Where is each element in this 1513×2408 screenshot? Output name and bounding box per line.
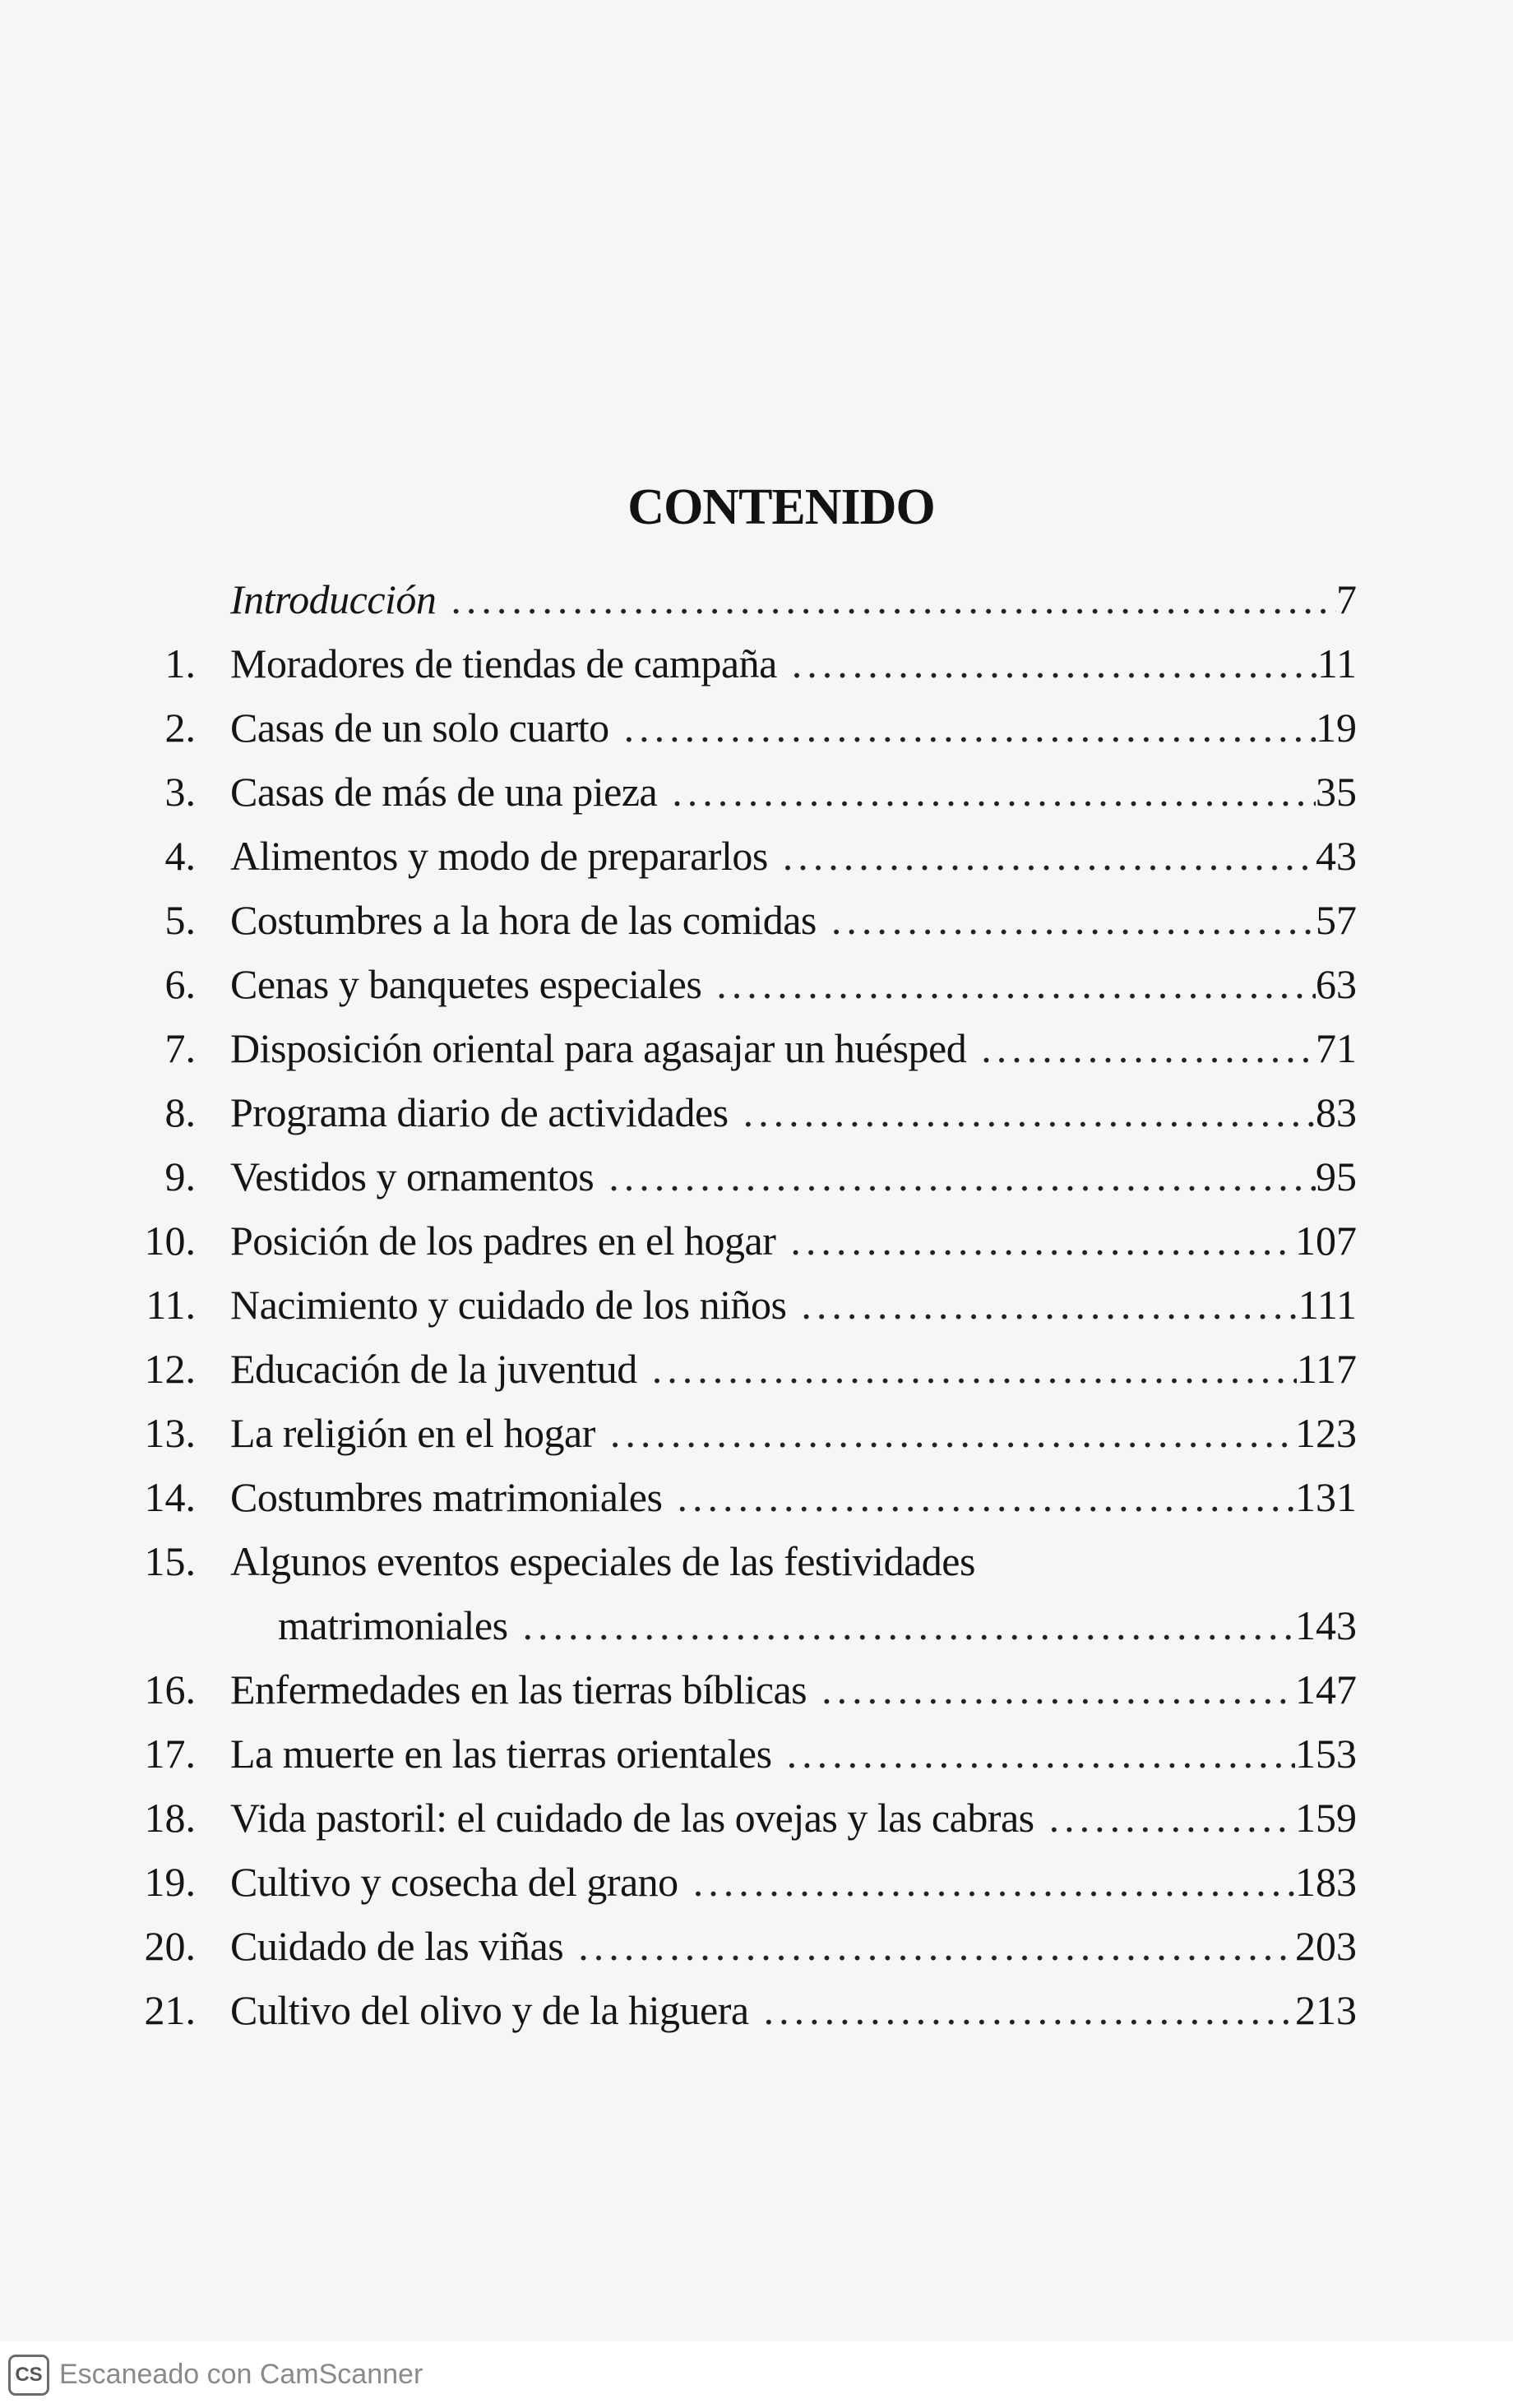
toc-entry-number: 20.	[144, 1923, 196, 1969]
dot-leader	[729, 1080, 1316, 1144]
toc-page-number: 111	[1298, 1282, 1357, 1328]
toc-entry-line	[230, 1978, 1357, 2042]
toc-entry-title: Moradores de tiendas de campaña	[230, 640, 777, 686]
toc-entry-title: Programa diario de actividades	[230, 1089, 729, 1135]
toc-entry	[132, 1657, 1357, 1722]
toc-entry-line	[230, 631, 1357, 696]
dot-leader	[595, 1401, 1295, 1465]
toc-entry-number: 4.	[164, 833, 196, 879]
dot-leader	[637, 1337, 1297, 1401]
toc-entry-number: 17.	[144, 1731, 196, 1777]
dot-leader	[772, 1722, 1295, 1786]
toc-entry-title: Cultivo y cosecha del grano	[230, 1859, 678, 1905]
dot-leader	[436, 567, 1336, 631]
toc-entry	[132, 824, 1357, 888]
toc-entry	[132, 1722, 1357, 1786]
toc-entry-number: 8.	[164, 1089, 196, 1135]
toc-entry-line	[230, 760, 1357, 824]
toc-entry-line-first	[230, 1529, 975, 1593]
dot-leader	[1034, 1786, 1295, 1850]
toc-entry-title: Cenas y banquetes especiales	[230, 961, 702, 1007]
toc-entry-title: Casas de un solo cuarto	[230, 705, 609, 751]
toc-entry-number: 10.	[144, 1218, 196, 1264]
toc-entry-title: La religión en el hogar	[230, 1410, 595, 1456]
toc-entry-line	[230, 696, 1357, 760]
toc-entry-title: Alimentos y modo de prepararlos	[230, 833, 768, 879]
toc-entry-line	[230, 1273, 1357, 1337]
dot-leader	[817, 888, 1316, 952]
toc-page-number: 95	[1316, 1153, 1357, 1199]
toc-entry-line	[230, 1850, 1357, 1914]
toc-entry	[132, 1786, 1357, 1850]
toc-entry-title-continued: matrimoniales	[278, 1602, 508, 1648]
dot-leader	[786, 1273, 1298, 1337]
toc-entry	[132, 1337, 1357, 1401]
toc-entry-title: Educación de la juventud	[230, 1346, 637, 1392]
toc-page-number: 183	[1295, 1859, 1357, 1905]
toc-entry	[132, 760, 1357, 824]
toc-entry	[132, 888, 1357, 952]
toc-entry-line	[230, 567, 1357, 631]
toc-entry-line	[230, 952, 1357, 1016]
dot-leader	[966, 1016, 1316, 1080]
toc-entry-line	[230, 888, 1357, 952]
toc-entry-title: Introducción	[230, 576, 437, 622]
toc-entry	[132, 1850, 1357, 1914]
toc-entry	[132, 1529, 1357, 1657]
toc-page-number: 213	[1295, 1987, 1357, 2033]
toc-page-number: 83	[1316, 1089, 1357, 1135]
toc-entry-title: Disposición oriental para agasajar un huésped	[230, 1025, 967, 1071]
toc-entry-number: 21.	[144, 1987, 196, 2033]
toc-entry-line	[230, 1144, 1357, 1209]
toc-entry-title: Posición de los padres en el hogar	[230, 1218, 776, 1264]
toc-entry-number: 6.	[164, 961, 196, 1007]
toc-page-number: 203	[1295, 1923, 1357, 1969]
toc-entry-title: Vestidos y ornamentos	[230, 1153, 595, 1199]
dot-leader	[657, 760, 1316, 824]
toc-page-number: 159	[1295, 1795, 1357, 1841]
toc-page-number: 117	[1296, 1346, 1357, 1392]
toc-entry-number: 15.	[144, 1538, 196, 1584]
toc-entry-title: Nacimiento y cuidado de los niños	[230, 1282, 787, 1328]
toc-entry-line	[230, 1465, 1357, 1529]
toc-entry-title: Costumbres a la hora de las comidas	[230, 897, 817, 943]
toc-entry	[132, 1209, 1357, 1273]
scanner-watermark-bar	[0, 2341, 1513, 2408]
toc-entry-line	[278, 1593, 1357, 1657]
toc-page-number: 71	[1316, 1025, 1357, 1071]
dot-leader	[563, 1914, 1295, 1978]
toc-page-number: 57	[1316, 897, 1357, 943]
toc-entry-title: La muerte en las tierras orientales	[230, 1731, 772, 1777]
toc-page-number: 123	[1295, 1410, 1357, 1456]
toc-entry-title: Algunos eventos especiales de las festividades	[230, 1538, 975, 1584]
toc-entry	[132, 1465, 1357, 1529]
toc-entry-number: 14.	[144, 1474, 196, 1520]
toc-page-number: 11	[1316, 640, 1357, 686]
toc-page-number: 43	[1316, 833, 1357, 879]
dot-leader	[678, 1850, 1295, 1914]
toc-entry	[132, 1016, 1357, 1080]
dot-leader	[768, 824, 1316, 888]
toc-entry-line	[230, 1209, 1357, 1273]
toc-entry-number: 19.	[144, 1859, 196, 1905]
toc-entry-number: 11.	[146, 1282, 196, 1328]
toc-page-number: 143	[1295, 1602, 1357, 1648]
toc-entry-line	[230, 1914, 1357, 1978]
toc-entry-title: Cultivo del olivo y de la higuera	[230, 1987, 749, 2033]
dot-leader	[508, 1593, 1295, 1657]
toc-entry-number: 18.	[144, 1795, 196, 1841]
toc-entry-title: Casas de más de una pieza	[230, 769, 658, 815]
toc-entry	[132, 1273, 1357, 1337]
toc-page-number: 153	[1295, 1731, 1357, 1777]
toc-page-number: 147	[1295, 1666, 1357, 1712]
toc-entry	[132, 1144, 1357, 1209]
toc-entry-line	[230, 1016, 1357, 1080]
camscanner-logo-icon: CS	[8, 2355, 49, 2396]
toc-entry	[132, 1401, 1357, 1465]
toc-page-number: 35	[1316, 769, 1357, 815]
dot-leader	[775, 1209, 1295, 1273]
dot-leader	[594, 1144, 1316, 1209]
toc-entry-title: Cuidado de las viñas	[230, 1923, 564, 1969]
toc-entry-title: Enfermedades en las tierras bíblicas	[230, 1666, 807, 1712]
toc-entry-line	[230, 824, 1357, 888]
table-of-contents	[132, 567, 1357, 2042]
toc-entry-number: 9.	[164, 1153, 196, 1199]
page-title: CONTENIDO	[627, 479, 935, 535]
toc-entry-number: 12.	[144, 1346, 196, 1392]
toc-page-number: 131	[1295, 1474, 1357, 1520]
toc-entry-line	[230, 1080, 1357, 1144]
toc-entry	[132, 567, 1357, 631]
toc-entry-number: 5.	[164, 897, 196, 943]
toc-entry-number: 1.	[164, 640, 196, 686]
dot-leader	[609, 696, 1316, 760]
toc-entry-number: 7.	[164, 1025, 196, 1071]
toc-entry-line	[230, 1401, 1357, 1465]
toc-entry-line	[230, 1786, 1357, 1850]
toc-entry-title: Costumbres matrimoniales	[230, 1474, 663, 1520]
toc-entry	[132, 952, 1357, 1016]
toc-entry	[132, 696, 1357, 760]
toc-entry	[132, 1914, 1357, 1978]
toc-page-number: 19	[1316, 705, 1357, 751]
dot-leader	[662, 1465, 1295, 1529]
toc-entry-number: 3.	[164, 769, 196, 815]
dot-leader	[807, 1657, 1295, 1722]
toc-entry-line	[230, 1722, 1357, 1786]
toc-entry-number: 13.	[144, 1410, 196, 1456]
dot-leader	[777, 631, 1317, 696]
toc-entry-title: Vida pastoril: el cuidado de las ovejas y las cabras	[230, 1795, 1034, 1841]
toc-entry-line	[230, 1657, 1357, 1722]
toc-entry	[132, 631, 1357, 696]
toc-entry-number: 16.	[144, 1666, 196, 1712]
toc-page-number: 107	[1295, 1218, 1357, 1264]
toc-entry	[132, 1978, 1357, 2042]
dot-leader	[749, 1978, 1295, 2042]
toc-entry-line	[230, 1337, 1357, 1401]
scanner-watermark-text: Escaneado con CamScanner	[59, 2359, 423, 2390]
toc-entry	[132, 1080, 1357, 1144]
toc-page-number: 7	[1336, 576, 1357, 622]
dot-leader	[701, 952, 1316, 1016]
toc-page-number: 63	[1316, 961, 1357, 1007]
toc-entry-number: 2.	[164, 705, 196, 751]
